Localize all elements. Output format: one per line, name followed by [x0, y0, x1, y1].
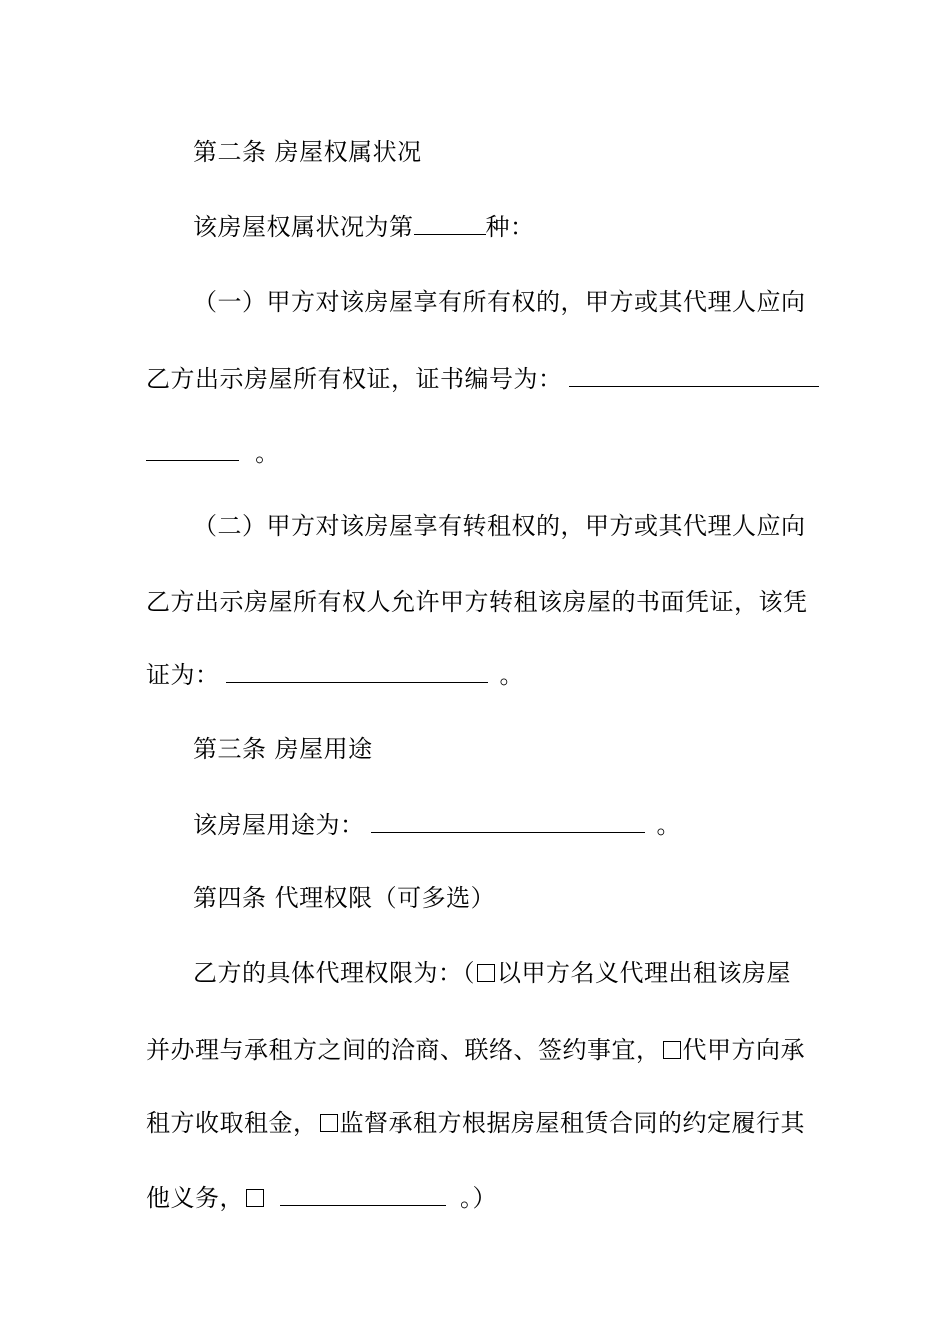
ownership-type-blank[interactable]: [414, 212, 486, 235]
usage-blank[interactable]: [371, 810, 645, 833]
checkbox-lease-on-behalf[interactable]: [477, 964, 495, 982]
sublease-proof-blank[interactable]: [226, 660, 488, 683]
item-2-line-1: （二）甲方对该房屋享有转租权的，甲方或其代理人应向: [193, 512, 806, 540]
item-1-line-1: （一）甲方对该房屋享有所有权的，甲方或其代理人应向: [193, 288, 806, 316]
item-2-line-2: 乙方出示房屋所有权人允许甲方转租该房屋的书面凭证，该凭: [146, 588, 808, 616]
article-2-heading: 第二条 房屋权属状况: [193, 138, 422, 166]
checkbox-supervise-tenant[interactable]: [320, 1114, 338, 1132]
other-authority-blank[interactable]: [280, 1183, 446, 1206]
checkbox-collect-rent[interactable]: [663, 1041, 681, 1059]
ownership-status-line: 该房屋权属状况为第 种：: [193, 213, 535, 241]
usage-line: 该房屋用途为： 。: [193, 811, 681, 839]
authority-line-4: 他义务， 。）: [146, 1184, 497, 1212]
item-1-line-2: 乙方出示房屋所有权证，证书编号为：: [146, 364, 825, 394]
authority-line-1: 乙方的具体代理权限为：（ 以甲方名义代理出租该房屋: [193, 959, 791, 987]
authority-line-3: 租方收取租金， 监督承租方根据房屋租赁合同的约定履行其: [146, 1109, 805, 1137]
certificate-number-blank-continued[interactable]: [146, 438, 239, 461]
certificate-number-blank[interactable]: [569, 364, 819, 387]
article-4-heading: 第四条 代理权限（可多选）: [193, 884, 496, 912]
item-1-line-3: 。: [146, 438, 280, 468]
checkbox-other[interactable]: [246, 1189, 264, 1207]
article-3-heading: 第三条 房屋用途: [193, 735, 373, 763]
authority-line-2: 并办理与承租方之间的洽商、联络、签约事宜， 代甲方向承: [146, 1036, 805, 1064]
item-2-line-3: 证为： 。: [146, 661, 524, 689]
